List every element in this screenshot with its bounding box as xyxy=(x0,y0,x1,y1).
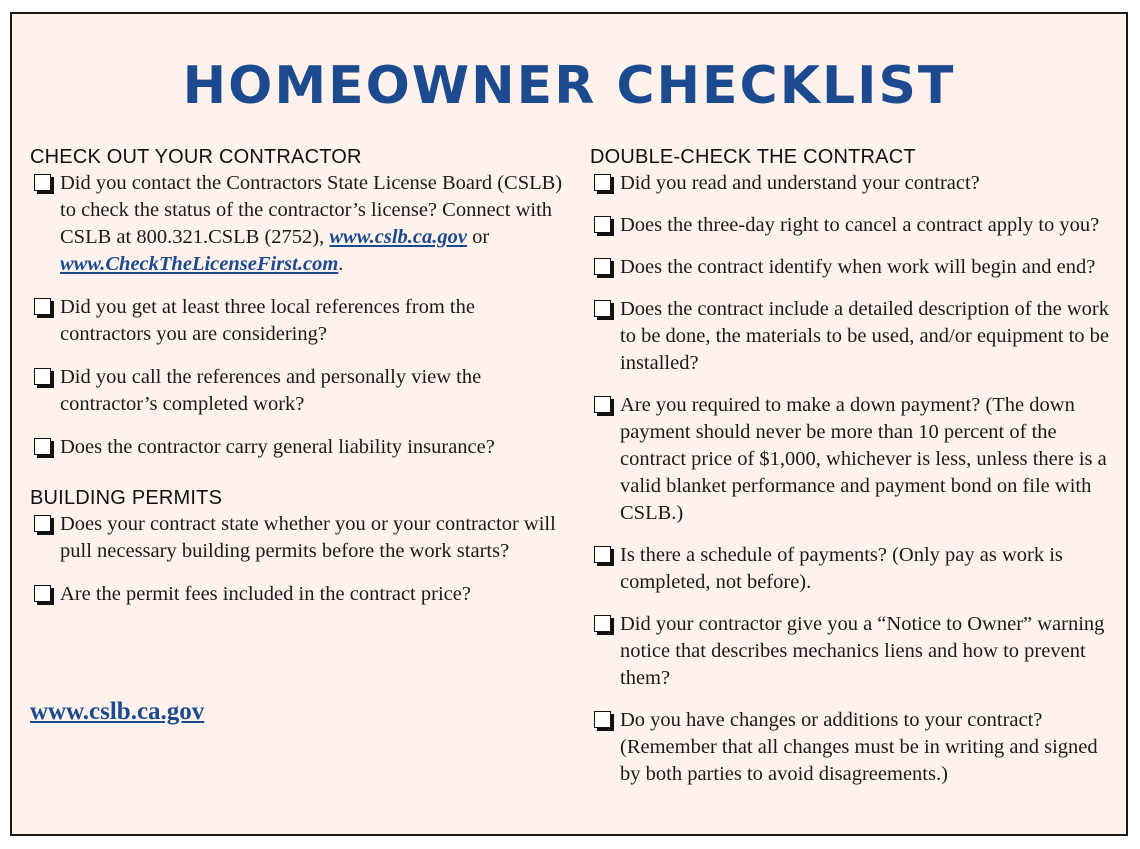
item-text: Are the permit fees included in the contract price? xyxy=(60,583,471,605)
checkbox-icon[interactable] xyxy=(34,368,51,385)
section-heading-contractor: CHECK OUT YOUR CONTRACTOR xyxy=(30,146,362,168)
checklist-item xyxy=(30,294,565,348)
checkbox-icon[interactable] xyxy=(594,258,611,275)
item-text: Does your contract state whether you or your contractor will pull necessary building permits before the work starts? xyxy=(60,513,556,562)
page-title: HOMEOWNER CHECKLIST xyxy=(182,56,956,116)
check-license-link[interactable]: www.CheckTheLicenseFirst.com xyxy=(60,253,339,275)
checklist-item xyxy=(30,581,565,608)
checklist-card xyxy=(10,12,1128,836)
item-text: Does the contract identify when work will begin and end? xyxy=(620,256,1096,278)
item-text-part: or xyxy=(466,226,490,248)
checklist-item xyxy=(590,542,1120,596)
right-column xyxy=(590,144,1120,788)
item-text: Did you read and understand your contract? xyxy=(620,172,980,194)
item-text: Does the three-day right to cancel a contract apply to you? xyxy=(620,214,1100,236)
checkbox-icon[interactable] xyxy=(34,515,51,532)
checklist-item xyxy=(30,170,565,278)
checkbox-icon[interactable] xyxy=(594,300,611,317)
left-column xyxy=(30,144,565,608)
checklist-item xyxy=(590,212,1120,239)
item-text: Does the contract include a detailed description of the work to be done, the materials to be used, and/or equipment to be installed? xyxy=(620,298,1110,374)
checkbox-icon[interactable] xyxy=(34,298,51,315)
checkbox-icon[interactable] xyxy=(594,216,611,233)
item-text: Did you call the references and personally view the contractor’s completed work? xyxy=(60,366,482,415)
cslb-inline-link[interactable]: www.cslb.ca.gov xyxy=(329,226,467,248)
checklist-item xyxy=(590,707,1120,788)
checkbox-icon[interactable] xyxy=(594,546,611,563)
checklist-item xyxy=(590,392,1120,527)
item-text: Are you required to make a down payment? (The down payment should never be more than 10 percent of the contract price of $1,000, whichever is less, unless there is a valid blanket performance and payment bond on file with CSLB.) xyxy=(620,394,1107,524)
item-text: Did your contractor give you a “Notice to Owner” warning notice that describes mechanics liens and how to prevent them? xyxy=(620,613,1105,689)
checklist-item xyxy=(30,511,565,565)
item-text: Did you get at least three local references from the contractors you are considering? xyxy=(60,296,475,345)
checklist-item xyxy=(590,254,1120,281)
item-text-part: . xyxy=(338,253,344,275)
checkbox-icon[interactable] xyxy=(594,174,611,191)
checkbox-icon[interactable] xyxy=(34,585,51,602)
item-text: Is there a schedule of payments? (Only pay as work is completed, not before). xyxy=(620,544,1063,593)
checklist-item xyxy=(590,296,1120,377)
cslb-website-link[interactable]: www.cslb.ca.gov xyxy=(30,698,205,725)
checkbox-icon[interactable] xyxy=(34,174,51,191)
checklist-item xyxy=(30,434,565,461)
checklist-item xyxy=(590,611,1120,692)
section-heading-contract: DOUBLE-CHECK THE CONTRACT xyxy=(590,146,916,168)
checklist-item xyxy=(30,364,565,418)
checkbox-icon[interactable] xyxy=(594,711,611,728)
checklist-item xyxy=(590,170,1120,197)
item-text: Do you have changes or additions to your contract? (Remember that all changes must be in writing and signed by both parties to avoid disagreements.) xyxy=(620,709,1098,785)
section-heading-permits: BUILDING PERMITS xyxy=(30,487,223,509)
checkbox-icon[interactable] xyxy=(594,396,611,413)
item-text: Does the contractor carry general liability insurance? xyxy=(60,436,495,458)
checkbox-icon[interactable] xyxy=(594,615,611,632)
checkbox-icon[interactable] xyxy=(34,438,51,455)
item-text-part: Did you contact the Contractors State License Board (CSLB) to check the status of the contractor’s license? Connect with CSLB at 800.321.CSLB (2752), xyxy=(60,172,563,248)
